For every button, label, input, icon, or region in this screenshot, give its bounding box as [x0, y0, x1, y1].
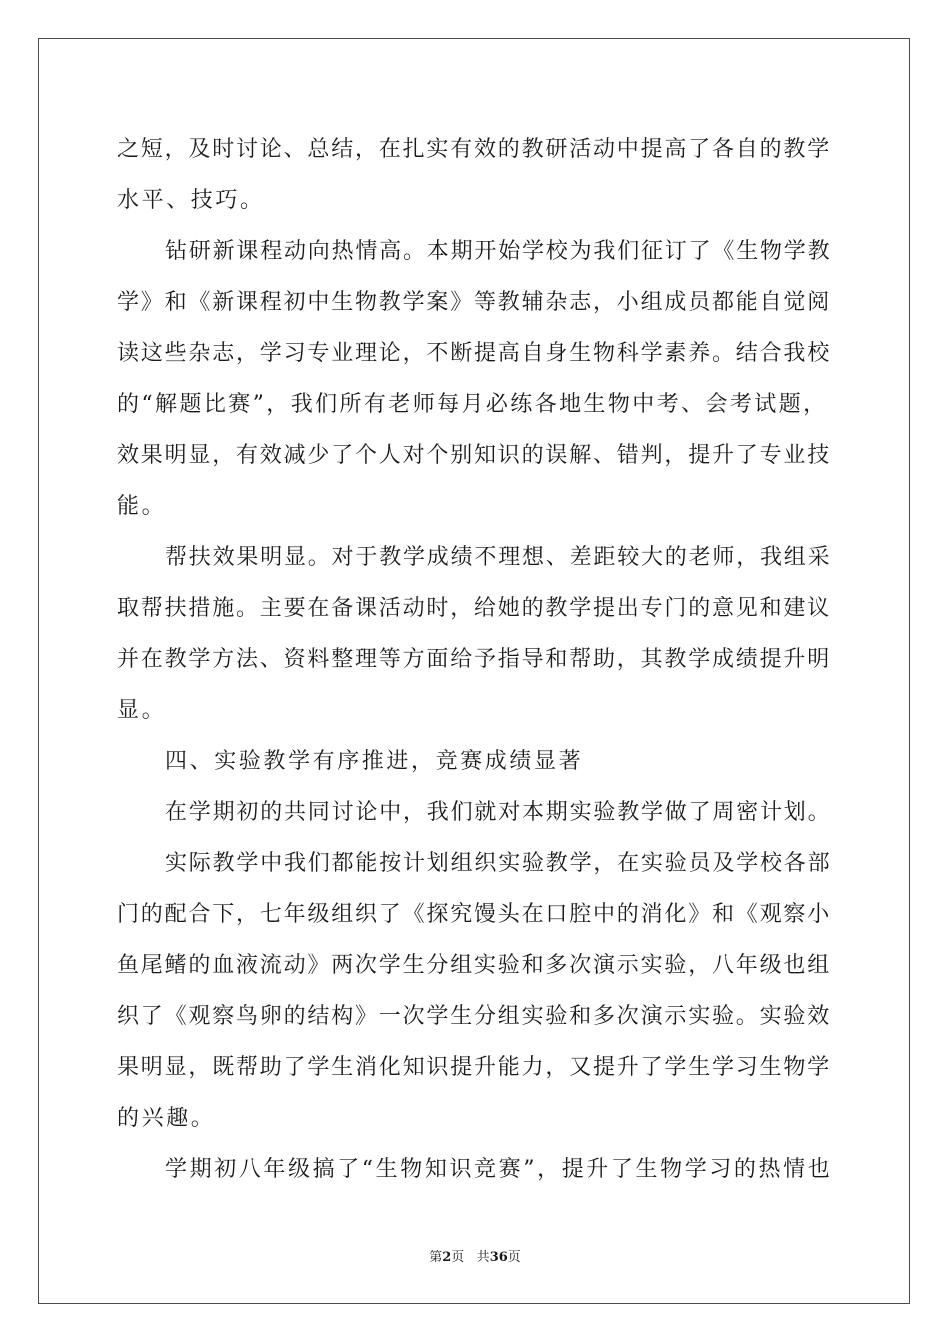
- text-line: 实际教学中我们都能按计划组织实验教学，在实验员及学校各部: [165, 851, 832, 876]
- text-line: 并在教学方法、资料整理等方面给予指导和帮助，其教学成绩提升明: [117, 647, 832, 672]
- text-line: 果明显，既帮助了学生消化知识提升能力，又提升了学生学习生物学: [117, 1055, 832, 1080]
- text-line: 学》和《新课程初中生物教学案》等教辅杂志，小组成员都能自觉阅: [117, 290, 832, 315]
- page-suffix: 页: [451, 1250, 465, 1265]
- text-line: 鱼尾鳍的血液流动》两次学生分组实验和多次演示实验，八年级也组: [117, 953, 832, 978]
- section-heading: 四、实验教学有序推进，竞赛成绩显著: [165, 749, 584, 774]
- text-line: 能。: [117, 494, 167, 519]
- text-line: 显。: [117, 698, 167, 723]
- total-pages: 36: [489, 1250, 508, 1265]
- text-line: 效果明显，有效减少了个人对个别知识的误解、错判，提升了专业技: [117, 443, 832, 468]
- total-suffix: 页: [507, 1250, 521, 1265]
- text-line: 的“解题比赛”，我们所有老师每月必练各地生物中考、会考试题，: [117, 392, 828, 417]
- text-line: 学期初八年级搞了“生物知识竞赛”，提升了生物学习的热情也: [165, 1157, 833, 1182]
- document-body: [117, 124, 833, 1195]
- text-line: 钻研新课程动向热情高。本期开始学校为我们征订了《生物学教: [165, 239, 832, 264]
- text-line: 门的配合下，七年级组织了《探究馒头在口腔中的消化》和《观察小: [117, 902, 832, 927]
- text-line: 读这些杂志，学习专业理论，不断提高自身生物科学素养。结合我校: [117, 341, 832, 366]
- text-line: 之短，及时讨论、总结，在扎实有效的教研活动中提高了各自的教学: [117, 137, 832, 162]
- text-line: 的兴趣。: [117, 1106, 216, 1131]
- page-prefix: 第: [429, 1250, 443, 1265]
- text-line: 取帮扶措施。主要在备课活动时，给她的教学提出专门的意见和建议: [117, 596, 832, 621]
- page-number: 2: [442, 1250, 452, 1265]
- text-line: 在学期初的共同讨论中，我们就对本期实验教学做了周密计划。: [165, 800, 832, 825]
- total-prefix: 共: [476, 1250, 490, 1265]
- text-line: 织了《观察鸟卵的结构》一次学生分组实验和多次演示实验。实验效: [117, 1004, 832, 1029]
- text-line: 帮扶效果明显。对于教学成绩不理想、差距较大的老师，我组采: [165, 545, 832, 570]
- page-footer: [0, 1246, 950, 1265]
- text-line: 水平、技巧。: [117, 188, 265, 213]
